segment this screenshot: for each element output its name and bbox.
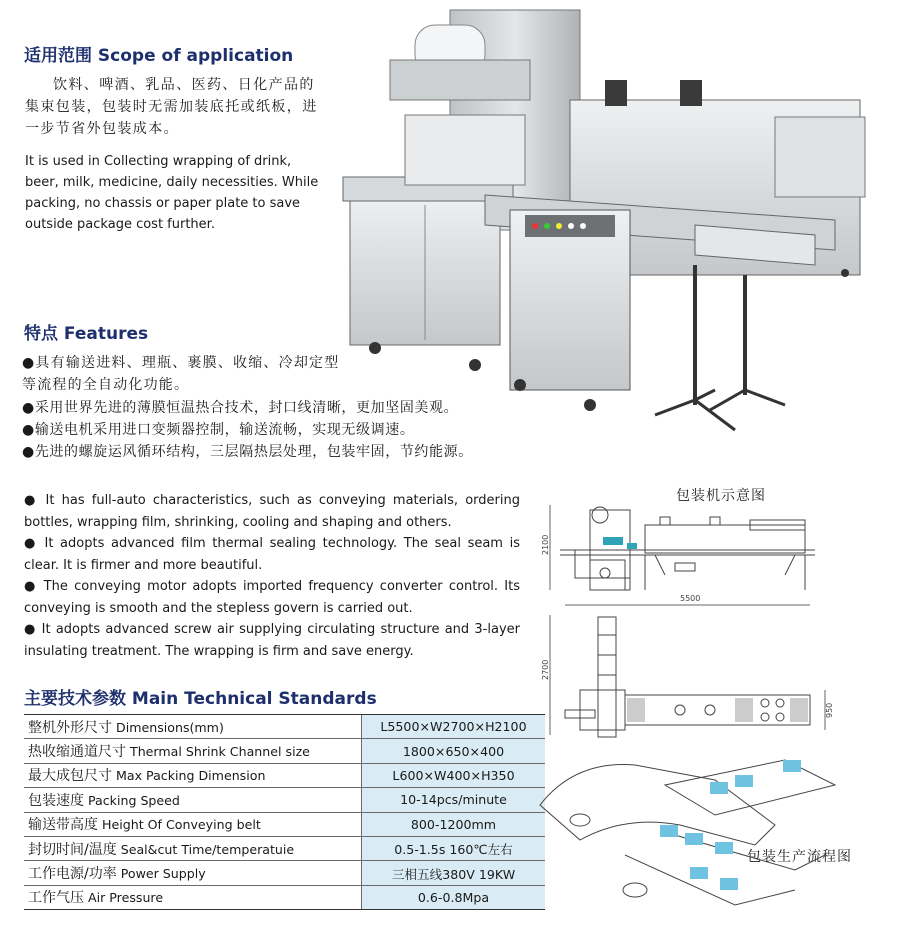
spec-label xyxy=(24,763,362,787)
machine-schematic xyxy=(535,495,900,920)
spec-value: 10-14pcs/minute xyxy=(362,788,546,812)
specs-heading-cn: 主要技术参数 xyxy=(24,689,126,709)
dim-depth: 950 xyxy=(825,702,834,718)
specs-table xyxy=(24,714,545,910)
spec-label-en: Air Pressure xyxy=(88,890,164,906)
spec-value: 三相五线380V 19KW xyxy=(362,861,546,885)
spec-row xyxy=(24,763,545,787)
spec-label-en: Thermal Shrink Channel size xyxy=(130,744,310,760)
feature-cn-item: ●输送电机采用进口变频器控制，输送流畅，实现无级调速。 xyxy=(22,422,415,438)
spec-row xyxy=(24,836,545,860)
spec-label-cn: 输送带高度 xyxy=(28,817,98,834)
specs-heading-en: Main Technical Standards xyxy=(131,689,377,709)
spec-label-cn: 包装速度 xyxy=(28,792,84,809)
feature-en-item: ● It has full-auto characteristics, such as conveying materials, ordering bottles, wrapping film, shrinking, cooling and shaping and others. xyxy=(24,493,520,530)
spec-row xyxy=(24,788,545,812)
spec-row xyxy=(24,812,545,836)
spec-label xyxy=(24,739,362,763)
features-list-cn-rest xyxy=(22,397,542,463)
feature-en-item: ● The conveying motor adopts imported frequency converter control. Its conveying is smooth and the stepless govern is carried out. xyxy=(24,579,520,616)
scope-text-cn: 饮料、啤酒、乳品、医药、日化产品的集束包装，包装时无需加装底托或纸板，进一步节省外包装成本。 xyxy=(25,77,318,137)
spec-label xyxy=(24,836,362,860)
spec-value: 0.5-1.5s 160℃左右 xyxy=(362,836,546,860)
spec-value: 1800×650×400 xyxy=(362,739,546,763)
spec-value: 0.6-0.8Mpa xyxy=(362,885,546,909)
features-heading xyxy=(24,319,148,344)
spec-label-cn: 工作电源/功率 xyxy=(28,866,117,883)
spec-label xyxy=(24,812,362,836)
spec-label-en: Max Packing Dimension xyxy=(116,768,266,784)
spec-label-en: Packing Speed xyxy=(88,792,180,808)
spec-label xyxy=(24,788,362,812)
feature-cn-item: ●具有输送进料、理瓶、裹膜、收缩、冷却定型等流程的全自动化功能。 xyxy=(22,355,340,393)
feature-cn-item: ●先进的螺旋运风循环结构，三层隔热层处理，包装牢固，节约能源。 xyxy=(22,444,473,460)
spec-label-cn: 热收缩通道尺寸 xyxy=(28,744,126,761)
scope-text-en: It is used in Collecting wrapping of drink, beer, milk, medicine, daily necessities. While packing, no chassis or paper plate to save outside package cost further. xyxy=(25,154,319,232)
spec-label-en: Power Supply xyxy=(120,866,206,882)
features-heading-cn: 特点 xyxy=(24,324,58,344)
features-heading-en: Features xyxy=(63,324,149,344)
feature-cn-item: ●采用世界先进的薄膜恒温热合技术，封口线清晰，更加坚固美观。 xyxy=(22,400,459,416)
spec-label-cn: 封切时间/温度 xyxy=(28,841,117,858)
spec-label xyxy=(24,715,362,739)
spec-label xyxy=(24,861,362,885)
scope-heading-cn: 适用范围 xyxy=(24,46,92,66)
machine-diagram-caption: 包装机示意图 xyxy=(676,488,766,504)
dim-height: 2100 xyxy=(541,534,550,555)
spec-value: 800-1200mm xyxy=(362,812,546,836)
spec-row xyxy=(24,739,545,763)
feature-en-item: ● It adopts advanced film thermal sealing technology. The seal seam is clear. It is firmer and more beautiful. xyxy=(24,536,520,573)
spec-label-cn: 工作气压 xyxy=(28,890,84,907)
specs-heading xyxy=(24,684,377,709)
features-list-cn xyxy=(22,352,340,396)
features-list-en xyxy=(24,490,520,662)
spec-label-cn: 最大成包尺寸 xyxy=(28,768,112,785)
spec-value: L5500×W2700×H2100 xyxy=(362,715,546,739)
spec-row xyxy=(24,885,545,909)
spec-value: L600×W400×H350 xyxy=(362,763,546,787)
scope-heading xyxy=(24,41,293,66)
spec-label-en: Seal&cut Time/temperatuie xyxy=(120,841,295,857)
spec-label-en: Dimensions(mm) xyxy=(116,719,224,735)
spec-row xyxy=(24,861,545,885)
dim-width: 2700 xyxy=(541,659,550,680)
spec-label-cn: 整机外形尺寸 xyxy=(28,719,112,736)
machine-image xyxy=(335,5,895,445)
feature-en-item: ● It adopts advanced screw air supplying circulating structure and 3-layer insulating treatment. The wrapping is firm and save energy. xyxy=(24,622,520,659)
dim-length: 5500 xyxy=(680,594,701,603)
flow-diagram-caption: 包装生产流程图 xyxy=(747,849,852,865)
scope-heading-en: Scope of application xyxy=(97,46,294,66)
spec-label xyxy=(24,885,362,909)
spec-label-en: Height Of Conveying belt xyxy=(102,817,261,833)
spec-row xyxy=(24,715,545,739)
